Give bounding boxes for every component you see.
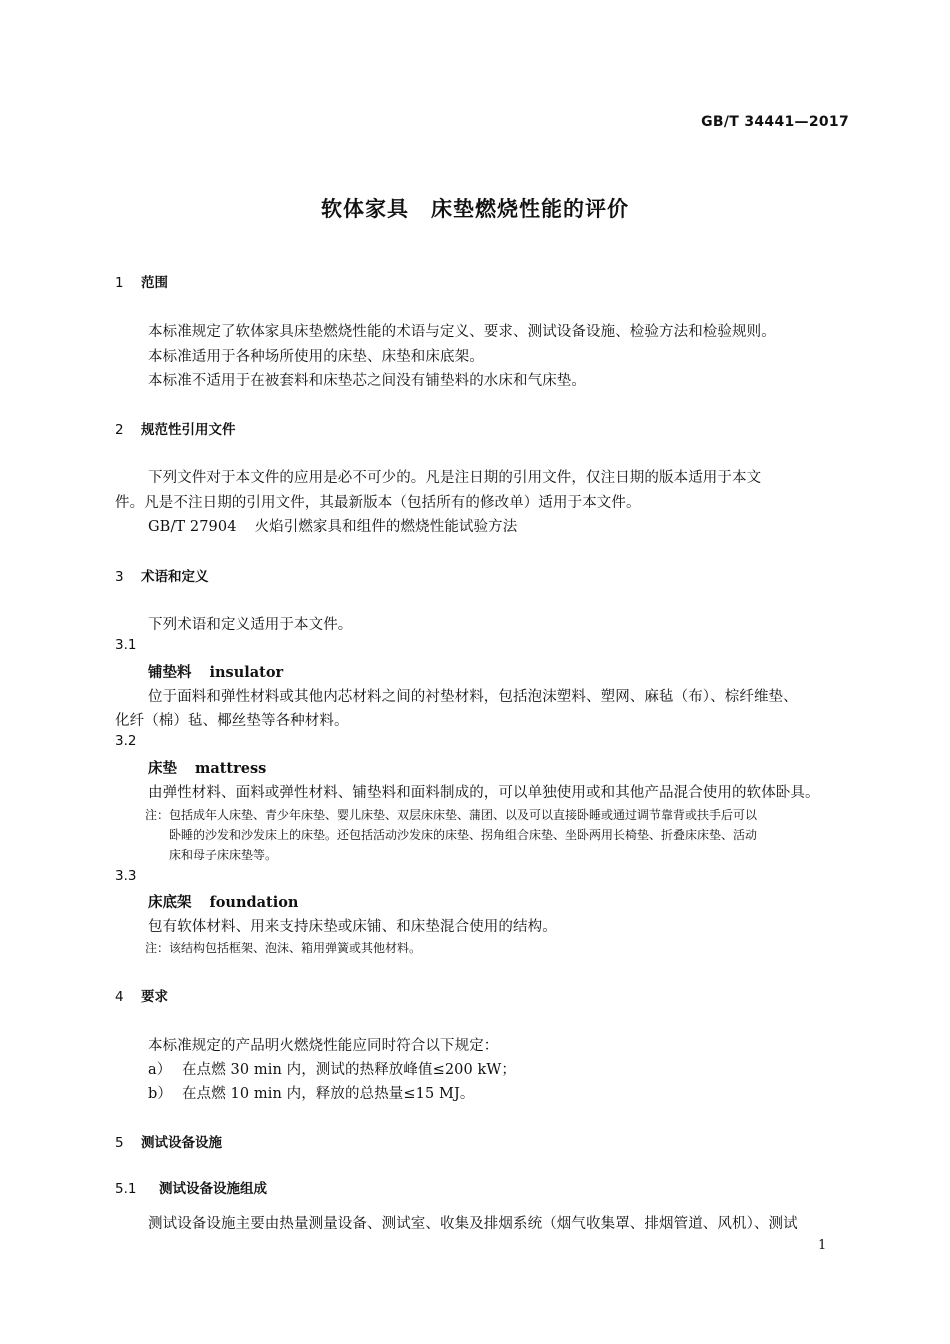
- subsection-title: 测试设备设施组成: [159, 1181, 267, 1197]
- term-3-2: [148, 757, 266, 778]
- section-2-heading: [115, 418, 236, 438]
- section-5-heading: [115, 1131, 222, 1151]
- term-3-2-definition: 由弹性材料、面料或弹性材料、铺垫料和面料制成的，可以单独使用或和其他产品混合使用的软体卧具。: [148, 785, 820, 801]
- section-4-heading: [115, 985, 168, 1005]
- note-label: 注：: [145, 808, 170, 822]
- list-label: b）: [148, 1086, 172, 1102]
- section-number: 3: [115, 569, 124, 585]
- term-chinese: 床垫: [148, 761, 177, 777]
- title-part-1: 软体家具: [321, 197, 409, 221]
- section-title: 规范性引用文件: [141, 422, 236, 438]
- term-3-3-definition: 包有软体材料、用来支持床垫或床铺、和床垫混合使用的结构。: [148, 919, 557, 935]
- reference-title: 火焰引燃家具和组件的燃烧性能试验方法: [254, 519, 518, 535]
- section-3-intro: 下列术语和定义适用于本文件。: [148, 617, 353, 633]
- term-3-1-definition-line-1: 位于面料和弹性材料或其他内芯材料之间的衬垫材料，包括泡沫塑料、塑网、麻毡（布）、棕纤维垫、: [148, 689, 798, 705]
- section-title: 要求: [141, 989, 168, 1005]
- term-english: insulator: [209, 664, 284, 681]
- clause-3-1-number: 3.1: [115, 637, 137, 653]
- section-5-1-para-line-1: 测试设备设施主要由热量测量设备、测试室、收集及排烟系统（烟气收集罩、排烟管道、风机）、测试: [148, 1216, 798, 1232]
- section-number: 2: [115, 422, 124, 438]
- term-chinese: 铺垫料: [148, 665, 192, 681]
- section-4-intro: 本标准规定的产品明火燃烧性能应同时符合以下规定：: [148, 1038, 499, 1054]
- standard-code: GB/T 34441—2017: [701, 114, 849, 130]
- subsection-5-1-heading: [115, 1177, 267, 1197]
- normative-reference: [148, 515, 517, 536]
- reference-code: GB/T 27904: [148, 519, 237, 535]
- term-3-2-note-line-3: 床和母子床床垫等。: [169, 848, 278, 862]
- note-text: 该结构包括框架、泡沫、箱用弹簧或其他材料。: [169, 941, 422, 955]
- term-3-2-note-line-1: [145, 806, 757, 823]
- section-title: 范围: [141, 275, 168, 291]
- clause-3-3-number: 3.3: [115, 868, 137, 884]
- title-part-2: 床垫燃烧性能的评价: [431, 197, 629, 221]
- requirement-item-b: [148, 1082, 474, 1103]
- list-label: a）: [148, 1062, 172, 1078]
- note-label: 注：: [145, 941, 170, 955]
- section-2-para-line-2: 件。凡是不注日期的引用文件，其最新版本（包括所有的修改单）适用于本文件。: [115, 495, 641, 511]
- subsection-number: 5.1: [115, 1181, 137, 1197]
- document-title: [0, 193, 950, 223]
- list-text: 在点燃 30 min 内，测试的热释放峰值≤200 kW；: [182, 1062, 517, 1078]
- requirement-item-a: [148, 1058, 516, 1079]
- term-3-2-note-line-2: 卧睡的沙发和沙发床上的床垫。还包括活动沙发床的床垫、拐角组合床垫、坐卧两用长椅垫、折叠床床垫、活动: [169, 828, 758, 842]
- section-1-para-2: 本标准适用于各种场所使用的床垫、床垫和床底架。: [148, 349, 484, 365]
- section-2-para-line-1: 下列文件对于本文件的应用是必不可少的。凡是注日期的引用文件，仅注日期的版本适用于本文: [148, 470, 762, 486]
- term-chinese: 床底架: [148, 895, 192, 911]
- term-3-1-definition-line-2: 化纤（棉）毡、椰丝垫等各种材料。: [115, 713, 349, 729]
- section-title: 测试设备设施: [141, 1135, 222, 1151]
- section-number: 5: [115, 1135, 124, 1151]
- term-3-3-note: [145, 939, 421, 956]
- term-3-3: [148, 891, 298, 912]
- section-3-heading: [115, 565, 209, 585]
- section-1-para-3: 本标准不适用于在被套料和床垫芯之间没有铺垫料的水床和气床垫。: [148, 373, 586, 389]
- list-text: 在点燃 10 min 内，释放的总热量≤15 MJ。: [182, 1086, 475, 1102]
- clause-3-2-number: 3.2: [115, 733, 137, 749]
- section-number: 1: [115, 275, 124, 291]
- note-text: 包括成年人床垫、青少年床垫、婴儿床垫、双层床床垫、蒲团、以及可以直接卧睡或通过调节靠背或扶手后可以: [169, 808, 758, 822]
- term-english: foundation: [209, 894, 299, 911]
- section-title: 术语和定义: [141, 569, 209, 585]
- section-1-heading: [115, 271, 168, 291]
- section-1-para-1: 本标准规定了软体家具床垫燃烧性能的术语与定义、要求、测试设备设施、检验方法和检验规则。: [148, 324, 776, 340]
- term-3-1: [148, 661, 283, 682]
- term-english: mattress: [195, 760, 267, 777]
- page-number: 1: [818, 1238, 827, 1253]
- section-number: 4: [115, 989, 124, 1005]
